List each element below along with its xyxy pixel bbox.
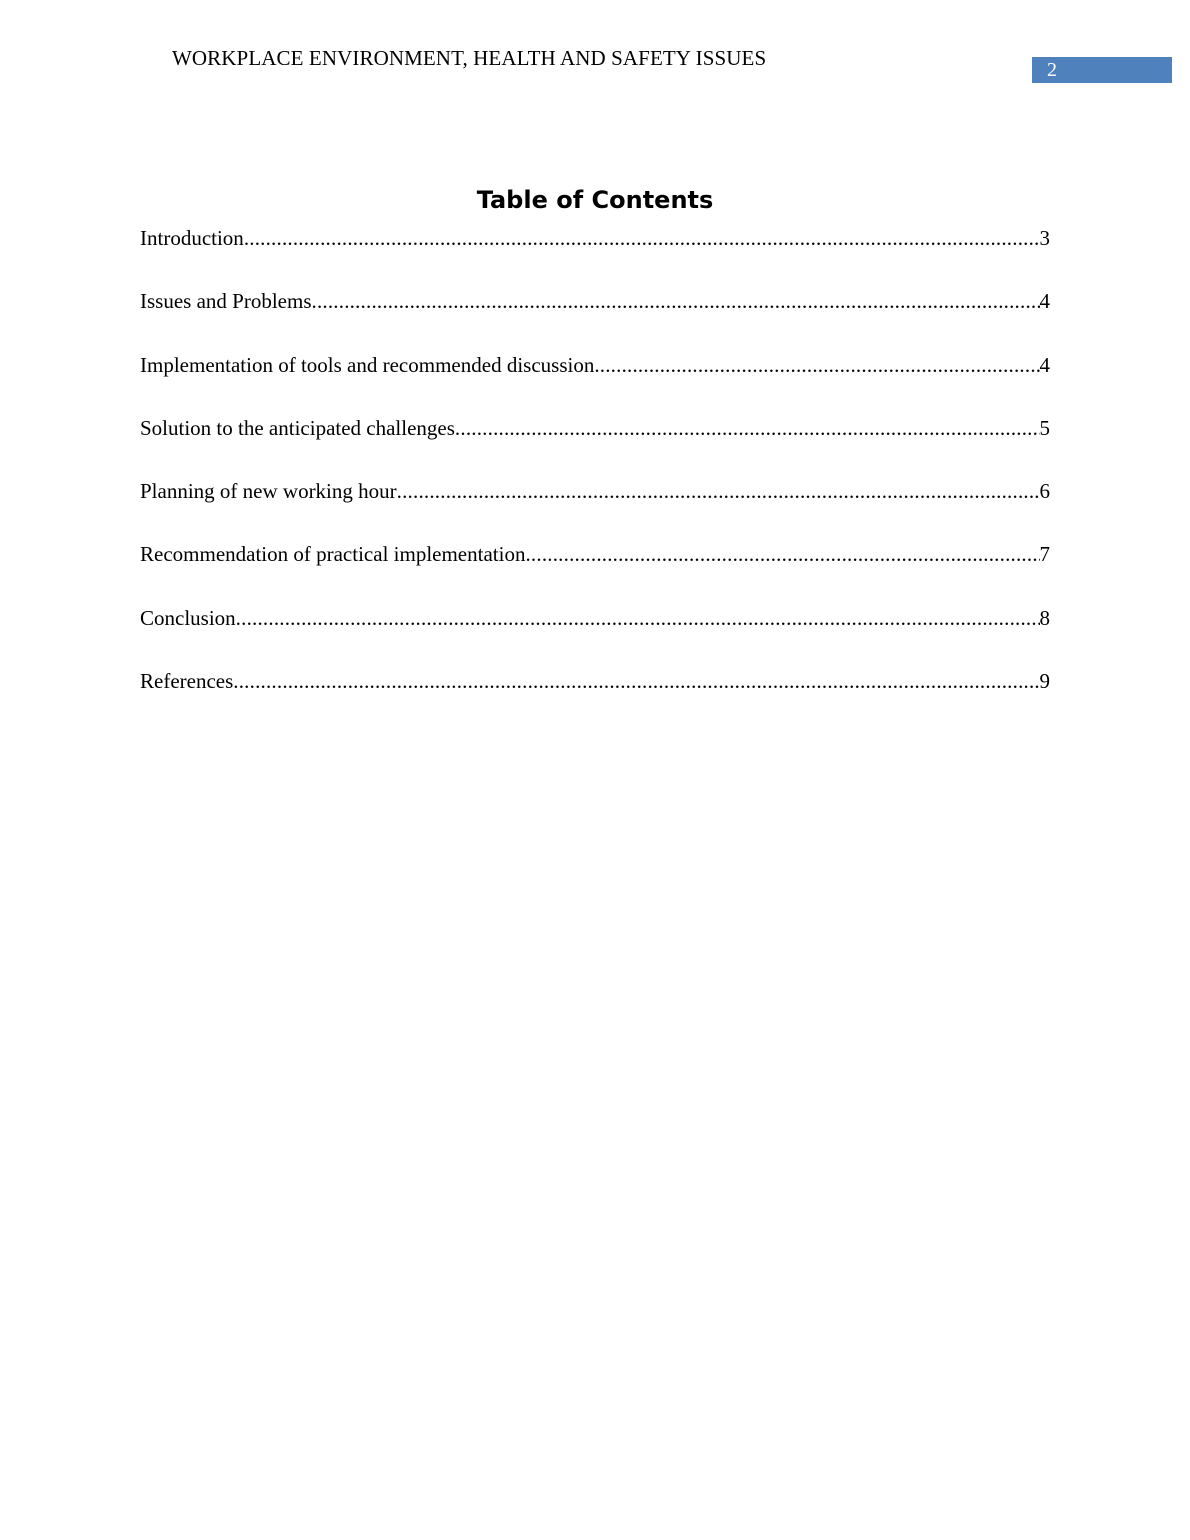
toc-entry-label: Recommendation of practical implementation: [140, 542, 526, 567]
toc-entry-page: 4: [1039, 352, 1050, 377]
toc-entry-label: Solution to the anticipated challenges: [140, 415, 455, 440]
toc-dot-leader: [244, 224, 1040, 252]
toc-entry-page: 7: [1039, 542, 1050, 567]
toc-entry-introduction[interactable]: [140, 224, 1050, 287]
toc-dot-leader: [236, 604, 1040, 632]
page-number: 2: [1047, 59, 1057, 81]
toc-entry-label: Planning of new working hour: [140, 479, 397, 504]
toc-entry-page: 6: [1039, 479, 1050, 504]
page-number-badge: [1032, 57, 1172, 83]
toc-entry-label: Introduction: [140, 226, 244, 250]
toc-entry-page: 4: [1039, 289, 1050, 314]
toc-entry-page: 5: [1039, 415, 1050, 440]
toc-entry-label: Conclusion: [140, 605, 236, 630]
toc-entry-label: Issues and Problems: [140, 289, 312, 314]
running-head: WORKPLACE ENVIRONMENT, HEALTH AND SAFETY ISSUES: [172, 46, 767, 70]
toc-entry-page: 8: [1039, 605, 1050, 630]
toc-entry-solution-to-challenges[interactable]: [140, 414, 1050, 477]
table-of-contents: [140, 224, 1050, 730]
toc-entry-conclusion[interactable]: [140, 604, 1050, 667]
toc-dot-leader: [397, 477, 1040, 505]
toc-dot-leader: [312, 287, 1040, 315]
toc-title: Table of Contents: [476, 186, 714, 214]
toc-dot-leader: [455, 414, 1040, 442]
toc-entry-issues-and-problems[interactable]: [140, 287, 1050, 350]
toc-dot-leader: [233, 667, 1039, 695]
toc-entry-recommendation[interactable]: [140, 540, 1050, 603]
toc-dot-leader: [525, 540, 1039, 568]
toc-entry-label: Implementation of tools and recommended discussion: [140, 352, 595, 377]
toc-entry-label: References: [140, 669, 234, 694]
toc-entry-planning-working-hour[interactable]: [140, 477, 1050, 540]
toc-entry-page: 9: [1039, 669, 1050, 694]
toc-entry-implementation-of-tools[interactable]: [140, 351, 1050, 414]
toc-entry-page: 3: [1039, 226, 1050, 250]
toc-entry-references[interactable]: [140, 667, 1050, 730]
toc-dot-leader: [594, 351, 1039, 379]
